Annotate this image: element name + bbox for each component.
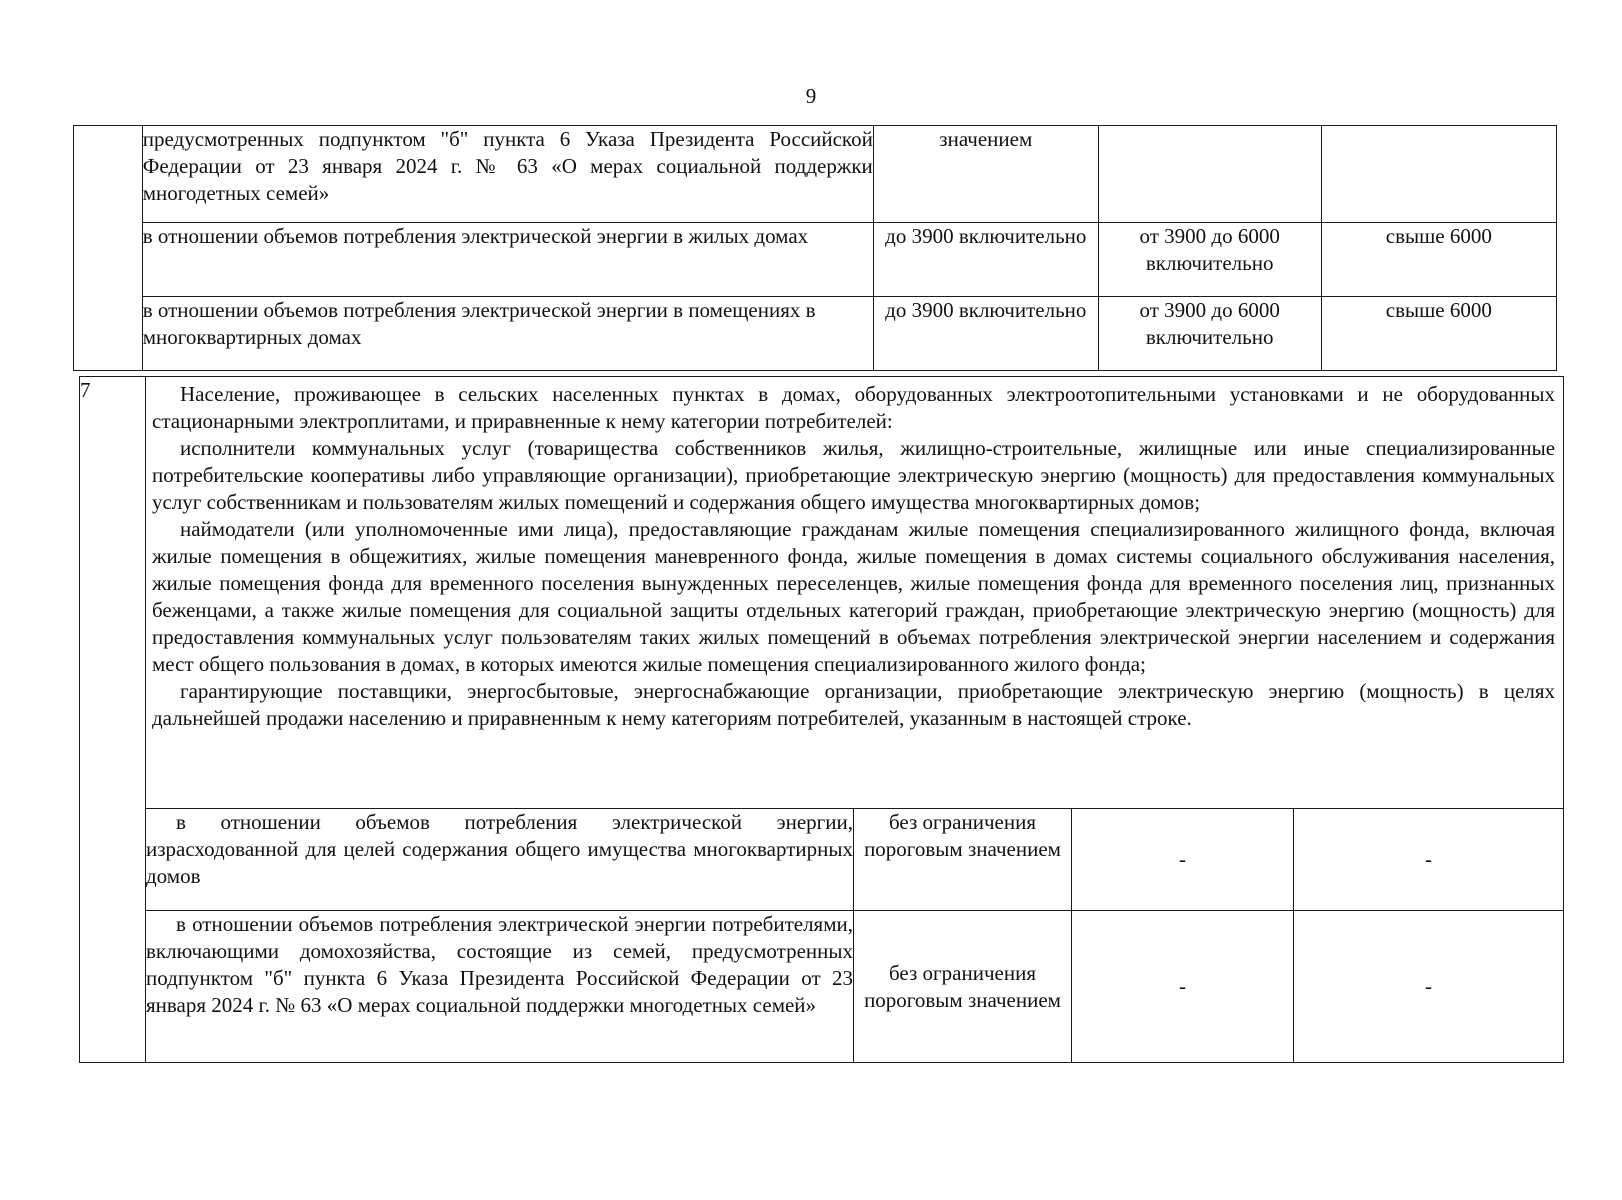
table-row [74,297,1557,371]
page-number: 9 [805,84,817,108]
section-7-table [79,376,1564,1063]
section-number: 7 [80,377,146,1063]
threshold-low: без ограничения пороговым значением [854,911,1072,1063]
threshold-mid: от 3900 до 6000 включительно [1098,223,1321,297]
threshold-mid: - [1072,809,1294,911]
section-header-row [80,377,1564,809]
section-paragraph: наймодатели (или уполномоченные ими лица), предоставляющие гражданам жилые помещения специализированного жилищного фонда, включая жилые помещения в общежитиях, жилые помещения маневренного фонда, жилые помещения в домах системы социального обслуживания населения, жилые помещения фонда для временного поселения вынужденных переселенцев, жилые помещения фонда для временного поселения лиц, признанных беженцами, а также жилые помещения для социальной защиты отдельных категорий граждан, приобретающие электрическую энергию (мощность) для предоставления коммунальных услуг пользователям таких жилых помещений в объемах потребления электрической энергии населением и содержания мест общего пользования в домах, в которых имеются жилые помещения специализированного жилого фонда; [152,517,1556,676]
row-description-text: в отношении объемов потребления электрической энергии потребителями, включающими домохозяйства, состоящие из семей, предусмотренных подпунктом "б" пункта 6 Указа Президента Российской Федерации от 23 января 2024 г. № 63 «О мерах социальной поддержки многодетных семей» [146,912,853,1017]
continuation-table [73,125,1557,371]
threshold-high: свыше 6000 [1321,297,1556,371]
table-row [80,911,1564,1063]
threshold-low: без ограничения пороговым значением [854,809,1072,911]
threshold-mid [1098,126,1321,223]
threshold-low: до 3900 включительно [873,223,1098,297]
section-description [146,377,1564,809]
row-description [146,911,854,1063]
section-paragraph: исполнители коммунальных услуг (товарищества собственников жилья, жилищно-строительные, жилищные или иные специализированные потребительские кооперативы либо управляющие организации), приобретающие электрическую энергию (мощность) для предоставления коммунальных услуг собственникам и пользователям жилых помещений и содержания общего имущества многоквартирных домов; [152,436,1556,514]
threshold-high [1321,126,1556,223]
row-description: в отношении объемов потребления электрической энергии в помещениях в многоквартирных домах [142,297,873,371]
table-row [74,223,1557,297]
threshold-low: значением [873,126,1098,223]
table-row [74,126,1557,223]
table-row [80,809,1564,911]
row-description [146,809,854,911]
threshold-high: - [1294,911,1564,1063]
threshold-mid: - [1072,911,1294,1063]
section-paragraph: Население, проживающее в сельских населенных пунктах в домах, оборудованных электроотопительными установками и не оборудованных стационарными электроплитами, и приравненные к нему категории потребителей: [152,382,1556,433]
row-description: в отношении объемов потребления электрической энергии в жилых домах [142,223,873,297]
threshold-mid: от 3900 до 6000 включительно [1098,297,1321,371]
threshold-high: - [1294,809,1564,911]
row-description-text: в отношении объемов потребления электрической энергии, израсходованной для целей содержания общего имущества многоквартирных домов [146,810,853,888]
threshold-high: свыше 6000 [1321,223,1556,297]
section-paragraph: гарантирующие поставщики, энергосбытовые, энергоснабжающие организации, приобретающие электрическую энергию (мощность) в целях дальнейшей продажи населению и приравненным к нему категориям потребителей, указанным в настоящей строке. [152,679,1556,730]
row-number-cell [74,126,143,371]
row-description: предусмотренных подпунктом "б" пункта 6 Указа Президента Российской Федерации от 23 января 2024 г. № 63 «О мерах социальной поддержки многодетных семей» [142,126,873,223]
threshold-low: до 3900 включительно [873,297,1098,371]
